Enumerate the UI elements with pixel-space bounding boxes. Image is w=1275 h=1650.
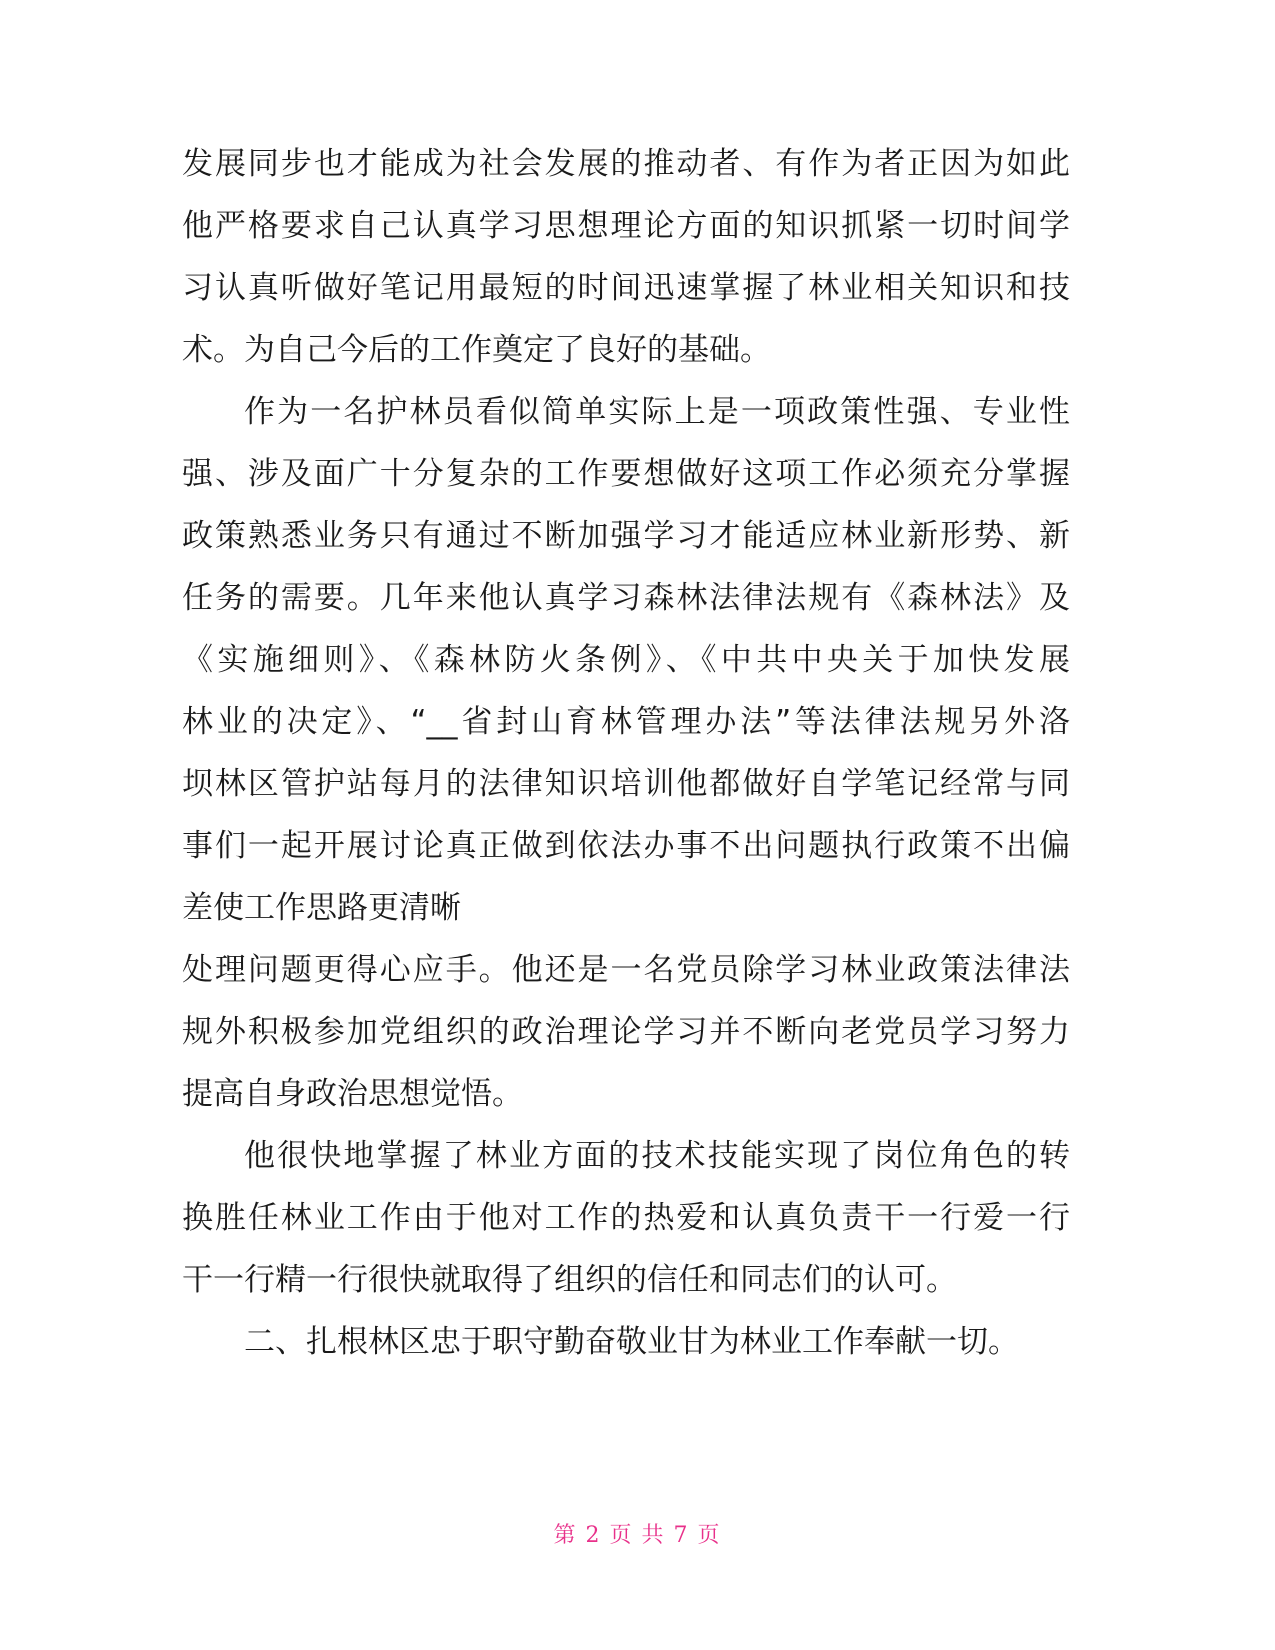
- footer-label-total: 共: [641, 1523, 666, 1548]
- text-line: 差使工作思路更清晰: [182, 890, 461, 926]
- text-line: 强、涉及面广十分复杂的工作要想做好这项工作必须充分掌握: [182, 456, 1070, 492]
- text-line: 《实施细则》、《森林防火条例》、《中共中央关于加快发展: [182, 642, 1070, 678]
- text-line: 处理问题更得心应手。他还是一名党员除学习林业政策法律法: [182, 952, 1070, 988]
- text-line: 他很快地掌握了林业方面的技术技能实现了岗位角色的转: [244, 1138, 1070, 1174]
- text-line: 规外积极参加党组织的政治理论学习并不断向老党员学习努力: [182, 1014, 1070, 1050]
- footer-label-unit: 页: [609, 1523, 634, 1548]
- footer-label-page: 第: [553, 1523, 578, 1548]
- text-line: 事们一起开展讨论真正做到依法办事不出问题执行政策不出偏: [182, 828, 1070, 864]
- text-line: 发展同步也才能成为社会发展的推动者、有作为者正因为如此: [182, 146, 1070, 182]
- text-line: 换胜任林业工作由于他对工作的热爱和认真负责干一行爱一行: [182, 1200, 1070, 1236]
- text-line: 坝林区管护站每月的法律知识培训他都做好自学笔记经常与同: [182, 766, 1070, 802]
- text-line: 提高自身政治思想觉悟。: [182, 1076, 523, 1112]
- text-line: 干一行精一行很快就取得了组织的信任和同志们的认可。: [182, 1262, 957, 1298]
- footer-label-unit-end: 页: [697, 1523, 722, 1548]
- section-heading: 二、扎根林区忠于职守勤奋敬业甘为林业工作奉献一切。: [244, 1324, 1019, 1360]
- footer-current-page: 2: [585, 1523, 602, 1548]
- text-line: 习认真听做好笔记用最短的时间迅速掌握了林业相关知识和技: [182, 270, 1070, 306]
- text-line: 作为一名护林员看似简单实际上是一项政策性强、专业性: [244, 394, 1070, 430]
- footer-total-pages: 7: [673, 1523, 690, 1548]
- text-line: 他严格要求自己认真学习思想理论方面的知识抓紧一切时间学: [182, 208, 1070, 244]
- text-line: 术。为自己今后的工作奠定了良好的基础。: [182, 332, 771, 368]
- text-line: 政策熟悉业务只有通过不断加强学习才能适应林业新形势、新: [182, 518, 1070, 554]
- document-body: [182, 133, 1070, 1373]
- text-line: 林业的决定》、“__省封山育林管理办法”等法律法规另外洛: [182, 704, 1070, 740]
- text-line: 任务的需要。几年来他认真学习森林法律法规有《森林法》及: [182, 580, 1070, 616]
- page-footer: [0, 1518, 1275, 1549]
